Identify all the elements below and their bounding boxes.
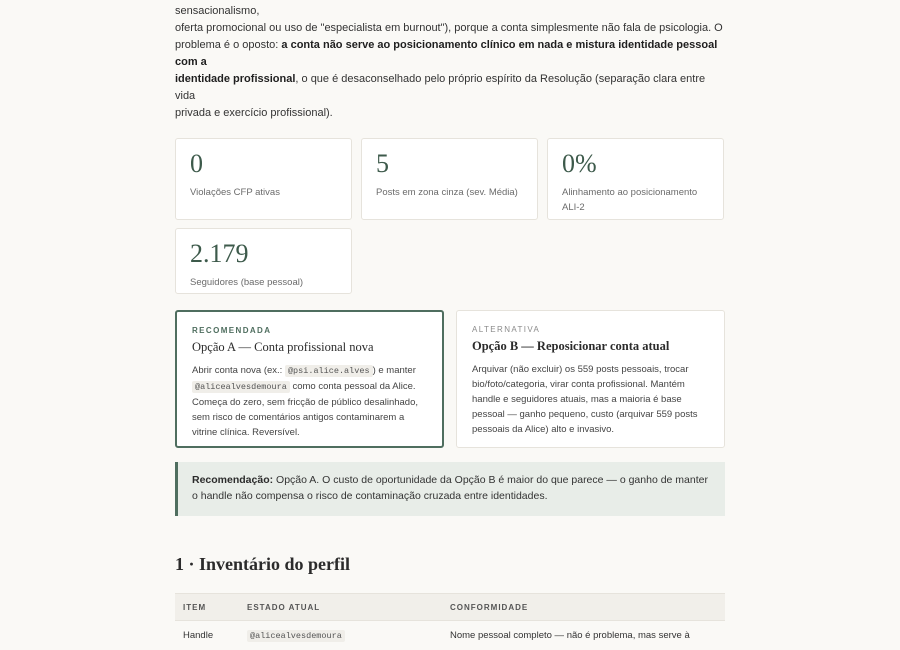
table-cell: Handle: [183, 630, 214, 641]
stats-grid: [175, 138, 725, 294]
stat-number: 0: [190, 149, 203, 178]
intro-line: oferta promocional ou uso de "especialista em burnout"), porque a conta simplesmente não fala de psicologia. O: [175, 22, 723, 34]
intro-paragraph: [175, 0, 725, 122]
table-cell: @alicealvesdemoura: [247, 630, 450, 641]
recommendation-label: Recomendação:: [192, 474, 274, 486]
stat-label: Alinhamento ao posicionamento ALI-2: [562, 187, 698, 213]
stat-label: Posts em zona cinza (sev. Média): [376, 187, 518, 198]
intro-line: problema é o oposto: a conta não serve ao posicionamento clínico em nada e mistura identidade pessoal com a: [175, 39, 718, 68]
table-cell: Nome pessoal completo — não é problema, mas serve à: [450, 630, 690, 641]
stat-number: 5: [376, 149, 389, 178]
option-a-card[interactable]: [175, 310, 444, 448]
option-title: Opção A — Conta profissional nova: [192, 340, 374, 354]
table-header: [175, 594, 725, 620]
stat-card-gray-zone: [361, 138, 538, 220]
column-header: ESTADO ATUAL: [247, 602, 321, 612]
stat-card-alignment: [547, 138, 724, 220]
column-header: ITEM: [183, 602, 207, 612]
stat-label: Violações CFP ativas: [190, 187, 280, 198]
stat-card-followers: [175, 228, 352, 294]
option-description: Abrir conta nova (ex.: @psi.alice.alves ) e manter @alicealvesdemoura como conta pessoal da Alice. Começa do zero, sem fricção de público desalinhado, sem risco de comentários antigos contaminarem a vitrine clínica. Reversível.: [192, 365, 419, 438]
intro-line: sensacionalismo,: [175, 5, 260, 17]
section-title: 1 · Inventário do perfil: [175, 554, 350, 574]
column-header: CONFORMIDADE: [450, 602, 529, 612]
intro-line: identidade profissional, o que é desaconselhado pelo próprio espírito da Resolução (separação clara entre vida: [175, 73, 706, 102]
option-tag: ALTERNATIVA: [472, 325, 541, 334]
intro-line: privada e exercício profissional).: [175, 107, 333, 119]
recommendation-text: Opção A. O custo de oportunidade da Opção B é maior do que parece — o ganho de manter o handle não compensa o risco de contaminação cruzada entre identidades.: [192, 474, 708, 502]
report-page: [175, 0, 725, 650]
stat-number: 2.179: [190, 239, 249, 268]
options-row: [175, 310, 725, 450]
option-tag: RECOMENDADA: [192, 326, 272, 335]
option-description: Arquivar (não excluir) os 559 posts pessoais, trocar bio/foto/categoria, virar conta profissional. Mantém handle e seguidores atuais, mas a maioria é base pessoal — ganho pequeno, custo (arquivar 559 posts pessoais da Alice) alto e invasivo.: [472, 364, 698, 435]
recommendation-callout: [175, 462, 725, 516]
handle-code: @alicealvesdemoura: [192, 381, 290, 393]
stat-label: Seguidores (base pessoal): [190, 277, 304, 288]
handle-code: @psi.alice.alves: [285, 365, 373, 377]
table-row: [175, 620, 725, 650]
profile-inventory-table: [175, 593, 725, 650]
stat-number: 0%: [562, 149, 597, 178]
option-b-card[interactable]: [456, 310, 725, 448]
stat-card-violations: [175, 138, 352, 220]
option-title: Opção B — Reposicionar conta atual: [472, 339, 670, 353]
